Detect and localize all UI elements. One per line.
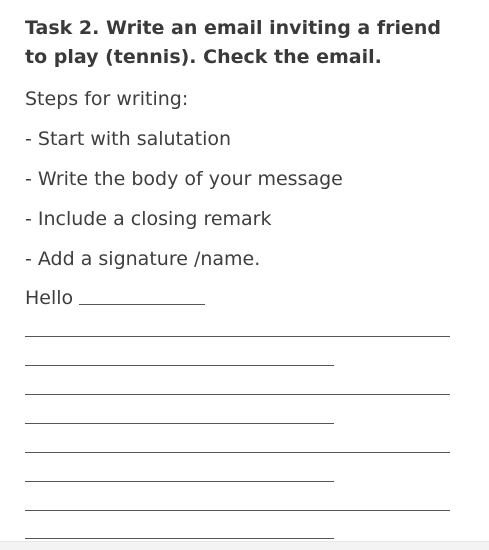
writing-line[interactable] bbox=[25, 365, 334, 366]
greeting-word: Hello bbox=[25, 287, 74, 309]
step-item-closing: - Include a closing remark bbox=[25, 208, 272, 230]
steps-heading: Steps for writing: bbox=[25, 88, 189, 110]
writing-line[interactable] bbox=[25, 336, 450, 337]
writing-line[interactable] bbox=[25, 481, 334, 482]
writing-line[interactable] bbox=[25, 510, 450, 511]
writing-line[interactable] bbox=[25, 538, 334, 539]
writing-line[interactable] bbox=[25, 423, 334, 424]
step-item-salutation: - Start with salutation bbox=[25, 128, 232, 150]
writing-line[interactable] bbox=[25, 394, 450, 395]
page-bottom-edge bbox=[0, 541, 489, 550]
greeting-line bbox=[25, 286, 205, 310]
greeting-name-blank[interactable] bbox=[79, 303, 205, 305]
step-item-signature: - Add a signature /name. bbox=[25, 248, 261, 270]
step-item-body: - Write the body of your message bbox=[25, 168, 343, 190]
task-title: Task 2. Write an email inviting a friend to play (tennis). Check the email. bbox=[25, 17, 442, 68]
writing-line[interactable] bbox=[25, 452, 450, 453]
